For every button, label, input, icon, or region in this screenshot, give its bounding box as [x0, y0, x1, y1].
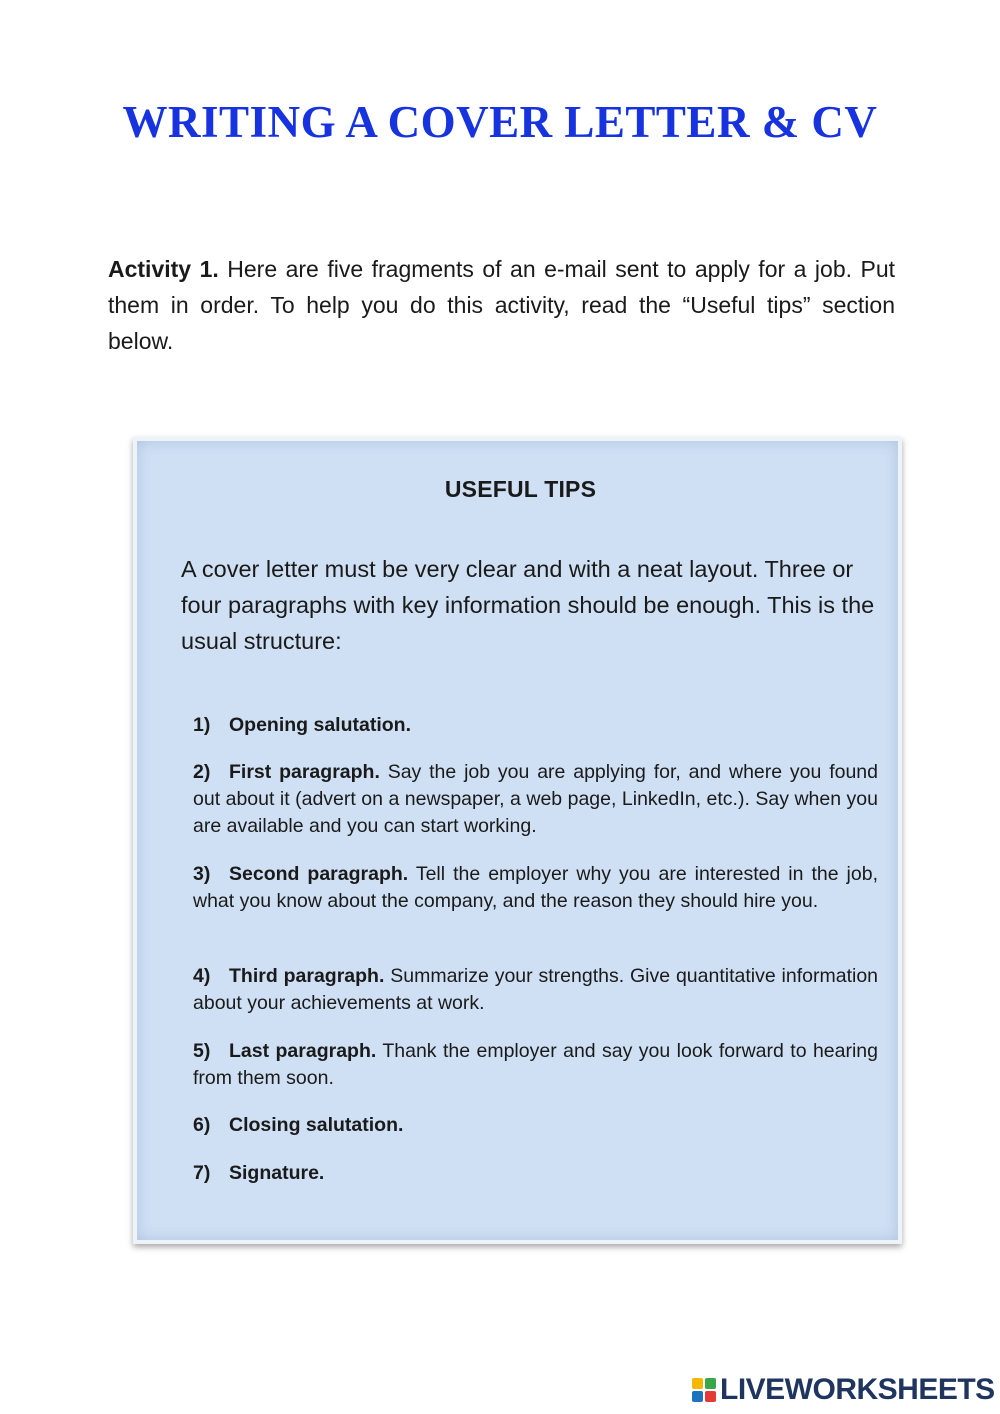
- liveworksheets-brand[interactable]: [692, 1374, 995, 1406]
- tip-item: [193, 963, 878, 1017]
- logo-square-red: [705, 1391, 716, 1402]
- tip-text: Thank the employer and say you look forward to hearing from them soon.: [193, 1040, 878, 1089]
- tip-number: 6): [193, 1114, 211, 1136]
- page-title: WRITING A COVER LETTER & CV: [122, 97, 878, 147]
- logo-square-yellow: [692, 1378, 703, 1389]
- activity-label: Activity 1.: [108, 256, 219, 282]
- tip-lead: Last paragraph.: [229, 1040, 377, 1062]
- tip-item: [193, 861, 878, 915]
- tip-number: 7): [193, 1162, 211, 1184]
- useful-tips-heading: USEFUL TIPS: [444, 476, 597, 502]
- logo-square-blue: [692, 1391, 703, 1402]
- tip-item: [193, 712, 878, 739]
- liveworksheets-logo-icon: [692, 1378, 716, 1402]
- tip-item: [193, 1160, 878, 1187]
- tip-text: Say the job you are applying for, and where you found out about it (advert on a newspaper, a web page, LinkedIn, etc.). Say when you are available and you can start working.: [193, 761, 879, 837]
- tip-number: 1): [193, 714, 211, 736]
- logo-square-green: [705, 1378, 716, 1389]
- tip-item: [193, 1112, 878, 1139]
- tip-lead: Third paragraph.: [229, 965, 385, 987]
- tip-item: [193, 1038, 878, 1092]
- tip-lead: Second paragraph.: [229, 863, 409, 885]
- tip-item: [193, 759, 878, 840]
- tip-lead: Signature.: [229, 1162, 325, 1184]
- liveworksheets-wordmark: LIVEWORKSHEETS: [720, 1373, 995, 1406]
- tip-number: 5): [193, 1040, 211, 1062]
- activity-instructions: [108, 251, 895, 359]
- tip-lead: First paragraph.: [229, 761, 380, 783]
- tip-lead: Closing salutation.: [229, 1114, 404, 1136]
- tip-lead: Opening salutation.: [229, 714, 412, 736]
- activity-text: Here are five fragments of an e-mail sent to apply for a job. Put them in order. To help you do this activity, read the “Useful tips” section below.: [108, 256, 896, 354]
- tip-number: 2): [193, 761, 211, 783]
- tip-text: Summarize your strengths. Give quantitative information about your achievements at work.: [193, 965, 879, 1014]
- tip-number: 3): [193, 863, 211, 885]
- tip-number: 4): [193, 965, 211, 987]
- tip-text: Tell the employer why you are interested in the job, what you know about the company, and the reason they should hire you.: [193, 863, 878, 912]
- useful-tips-intro: A cover letter must be very clear and with a neat layout. Three or four paragraphs with key information should be enough. This is the usual structure:: [181, 556, 875, 654]
